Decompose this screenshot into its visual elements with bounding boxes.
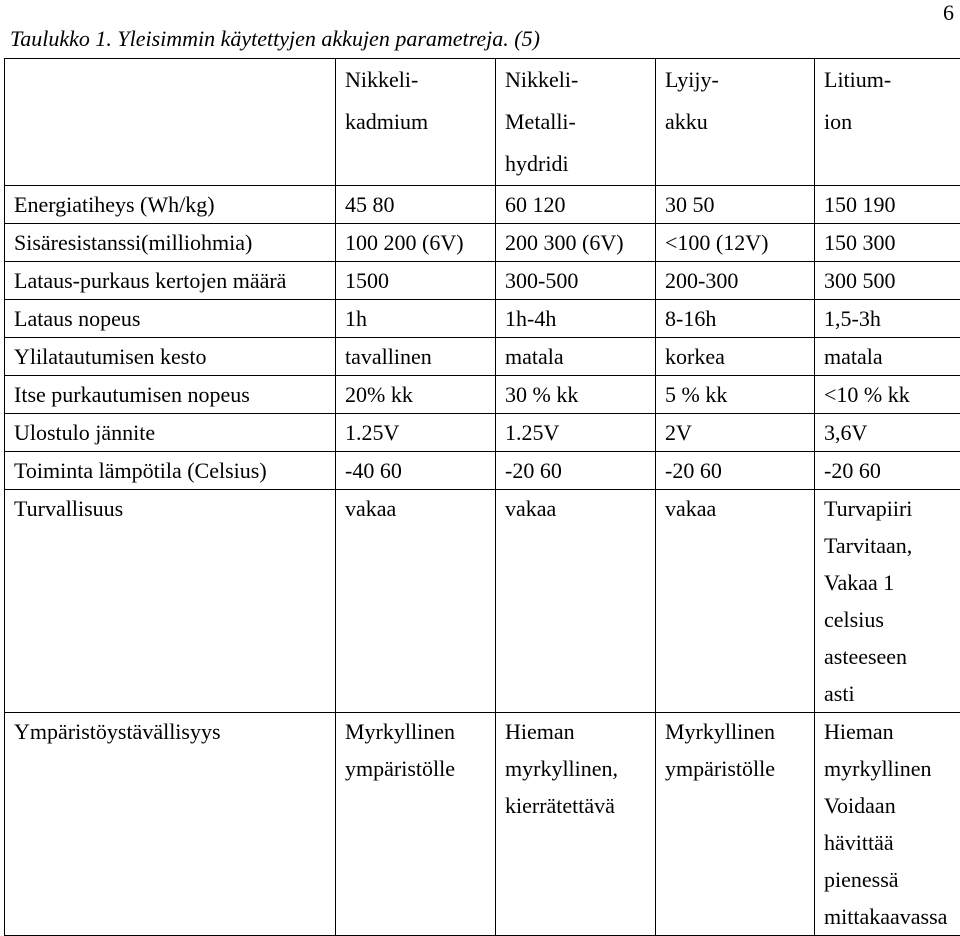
table-cell: Hieman myrkyllinen Voidaan hävittää pienessä mittakaavassa: [815, 713, 960, 936]
row-label: Lataus nopeus: [5, 300, 336, 338]
row-label: Itse purkautumisen nopeus: [5, 376, 336, 414]
table-cell: 150 190: [815, 186, 960, 224]
table-cell: 5 % kk: [656, 376, 815, 414]
row-label: Energiatiheys (Wh/kg): [5, 186, 336, 224]
header-cell-empty: [5, 59, 336, 186]
table-row: [5, 452, 960, 490]
table-cell: -40 60: [336, 452, 496, 490]
row-label: Lataus-purkaus kertojen määrä: [5, 262, 336, 300]
table-cell: <100 (12V): [656, 224, 815, 262]
table-cell: 30 % kk: [496, 376, 656, 414]
row-label: Turvallisuus: [5, 490, 336, 713]
table-cell: 300 500: [815, 262, 960, 300]
row-label: Sisäresistanssi(milliohmia): [5, 224, 336, 262]
table-cell: Myrkyllinen ympäristölle: [656, 713, 815, 936]
header-cell-lead-acid: Lyijy- akku: [656, 59, 815, 186]
table-row: [5, 300, 960, 338]
table-cell: matala: [496, 338, 656, 376]
table-row-safety: [5, 490, 960, 713]
battery-parameters-table: [4, 58, 960, 936]
table-cell: vakaa: [496, 490, 656, 713]
table-cell: 150 300: [815, 224, 960, 262]
table-cell: 2V: [656, 414, 815, 452]
table-cell: 200 300 (6V): [496, 224, 656, 262]
table-cell: -20 60: [656, 452, 815, 490]
table-cell: korkea: [656, 338, 815, 376]
table-cell: vakaa: [336, 490, 496, 713]
page-number: 6: [943, 0, 954, 26]
header-cell-nicd: Nikkeli- kadmium: [336, 59, 496, 186]
header-cell-nimh: Nikkeli- Metalli- hydridi: [496, 59, 656, 186]
table-cell: 300-500: [496, 262, 656, 300]
table-row: [5, 186, 960, 224]
table-cell: <10 % kk: [815, 376, 960, 414]
row-label: Ympäristöystävällisyys: [5, 713, 336, 936]
table-cell: 45 80: [336, 186, 496, 224]
row-label: Ulostulo jännite: [5, 414, 336, 452]
table-cell: 1,5-3h: [815, 300, 960, 338]
table-cell: 1.25V: [496, 414, 656, 452]
row-label: Ylilatautumisen kesto: [5, 338, 336, 376]
table-cell: 1h: [336, 300, 496, 338]
table-header-row: [5, 59, 960, 186]
table-cell: 1h-4h: [496, 300, 656, 338]
table-cell: Hieman myrkyllinen, kierrätettävä: [496, 713, 656, 936]
table-cell: -20 60: [815, 452, 960, 490]
table-row-environment: [5, 713, 960, 936]
table-cell: vakaa: [656, 490, 815, 713]
table-cell: 200-300: [656, 262, 815, 300]
table-cell: -20 60: [496, 452, 656, 490]
table-cell: 60 120: [496, 186, 656, 224]
table-cell: 1.25V: [336, 414, 496, 452]
table-cell: 1500: [336, 262, 496, 300]
table-cell: Myrkyllinen ympäristölle: [336, 713, 496, 936]
table-row: [5, 376, 960, 414]
table-cell: 20% kk: [336, 376, 496, 414]
table-row: [5, 262, 960, 300]
table-cell: Turvapiiri Tarvitaan, Vakaa 1 celsius asteeseen asti: [815, 490, 960, 713]
header-cell-li-ion: Litium- ion: [815, 59, 960, 186]
table-row: [5, 338, 960, 376]
table-cell: matala: [815, 338, 960, 376]
table-row: [5, 224, 960, 262]
table-cell: 3,6V: [815, 414, 960, 452]
table-row: [5, 414, 960, 452]
table-cell: tavallinen: [336, 338, 496, 376]
table-cell: 8-16h: [656, 300, 815, 338]
table-cell: 30 50: [656, 186, 815, 224]
row-label: Toiminta lämpötila (Celsius): [5, 452, 336, 490]
table-cell: 100 200 (6V): [336, 224, 496, 262]
table-caption: Taulukko 1. Yleisimmin käytettyjen akkujen parametreja. (5): [10, 26, 540, 52]
